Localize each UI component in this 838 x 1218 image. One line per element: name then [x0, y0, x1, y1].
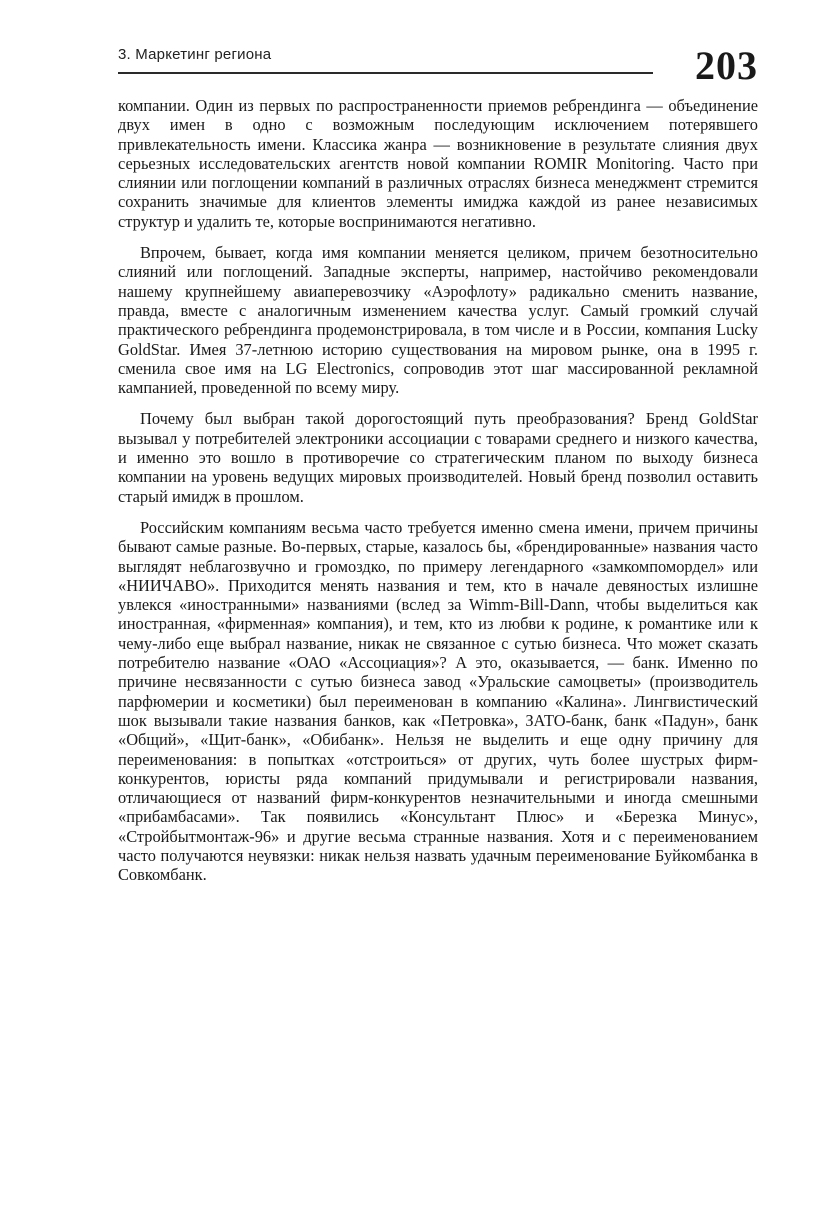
header-rule: [118, 72, 653, 74]
section-title: 3. Маркетинг региона: [118, 46, 272, 63]
paragraph-2: Впрочем, бывает, когда имя компании меняется целиком, причем безотносительно слияний или поглощений. Западные эксперты, например, настойчиво рекомендовали нашему крупнейшему авиаперевозчику «Аэрофлоту» радикально сменить название, правда, вместе с аналогичным изменением качества услуг. Самый громкий случай практического ребрендинга продемонстрировала, в том числе и в России, компания Lucky GoldStar. Имея 37-летнюю историю существования на мировом рынке, она в 1995 г. сменила свое имя на LG Electronics, сопроводив этот шаг массированной рекламной кампанией, проведенной по всему миру.: [118, 243, 758, 398]
page-number: 203: [695, 43, 758, 88]
paragraph-4: Российским компаниям весьма часто требуется именно смена имени, причем причины бывают самые разные. Во-первых, старые, казалось бы, «брендированные» названия часто выглядят неблагозвучно и громоздко, по примеру легендарного «замкомпомордел» или «НИИЧАВО». Приходится менять названия и тем, кто в начале девяностых излишне увлекся «иностранными» названиями (вслед за Wimm-Bill-Dann, чтобы выделиться как иностранная, «фирменная» компания), и тем, кто из любви к родине, к романтике или к чему-либо еще выбрал название, никак не связанное с сутью бизнеса. Что может сказать потребителю название «ОАО «Ассоциация»? А это, оказывается, — банк. Именно по причине несвязанности с сутью бизнеса завод «Уральские самоцветы» (производитель парфюмерии и косметики) был переименован в компанию «Калина». Лингвистический шок вызывали такие названия банков, как «Петровка», ЗАТО-банк, банк «Падун», банк «Общий», «Щит-банк», «Обибанк». Нельзя не выделить и еще одну причину для переименования: в попытках «отстроиться» от других, чуть более шустрых фирм-конкурентов, юристы ряда компаний придумывали и регистрировали названия, отличающиеся от названий фирм-конкурентов незначительными и иногда смешными «прибамбасами». Так появились «Консультант Плюс» и «Березка Минус», «Стройбытмонтаж-96» и другие весьма странные названия. Хотя и с переименованием часто получаются неувязки: никак нельзя назвать удачным переименование Буйкомбанка в Совкомбанк.: [118, 517, 758, 885]
paragraph-3: Почему был выбран такой дорогостоящий путь преобразования? Бренд GoldStar вызывал у потребителей электроники ассоциации с товарами среднего и низкого качества, и именно это вошло в противоречие со стратегическим планом по выходу бизнеса компании на уровень ведущих мировых производителей. Новый бренд позволил оставить старый имидж в прошлом.: [118, 409, 758, 506]
running-head: [118, 44, 758, 92]
paragraph-1: компании. Один из первых по распространенности приемов ребрендинга — объединение двух имен в одно с возможным последующим исключением потерявшего привлекательность имени. Классика жанра — возникновение в результате слияния двух серьезных исследовательских агентств новой компании ROMIR Monitoring. Часто при слиянии или поглощении компаний в различных отраслях бизнеса менеджмент стремится сохранить значимые для клиентов элементы имиджа каждой из ранее независимых структур и удалить те, которые воспринимаются негативно.: [118, 96, 758, 231]
body-text: [118, 96, 758, 897]
